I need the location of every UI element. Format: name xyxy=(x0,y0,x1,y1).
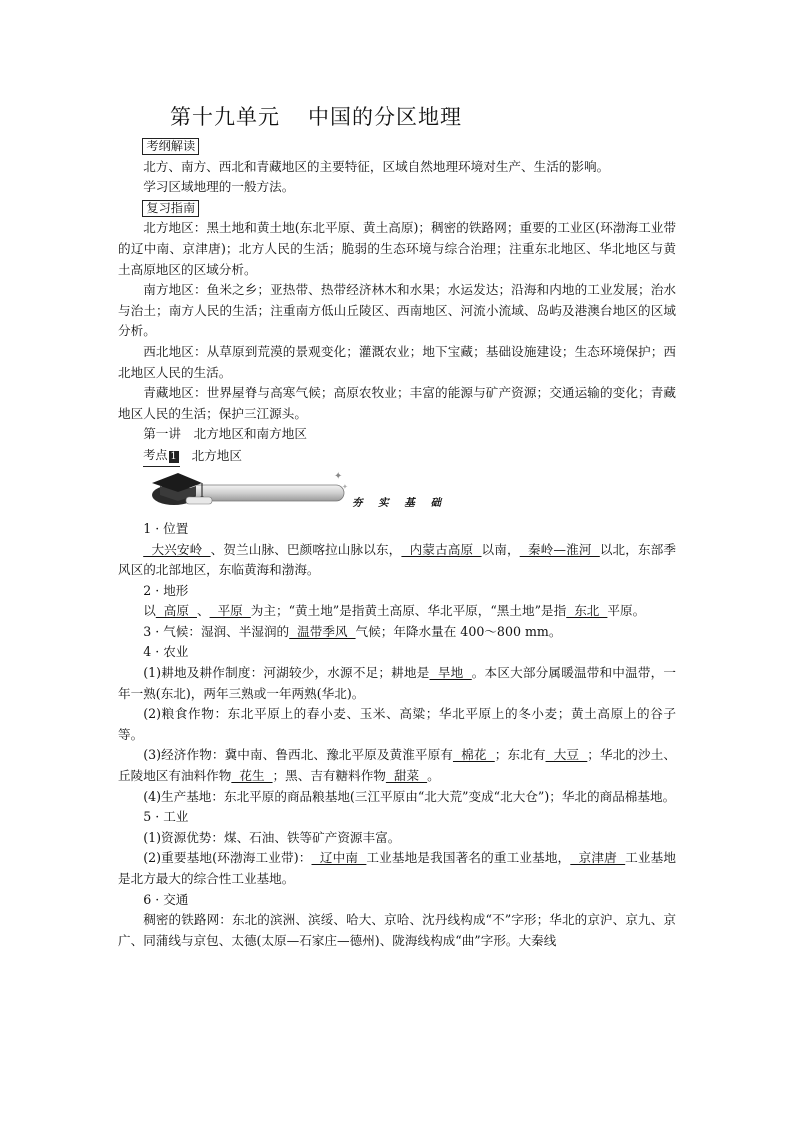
s5-p2: (2)重要基地(环渤海工业带)： 辽中南 工业基地是我国著名的重工业基地， 京津唐 工业基地是北方最大的综合性工业基地。 xyxy=(118,850,677,886)
blank-answer: 东北 xyxy=(566,603,608,619)
s2-heading: 2 · 地形 xyxy=(143,582,189,598)
exam-line-2: 学习区域地理的一般方法。 xyxy=(143,179,295,195)
kaodian-label: 考点 1 xyxy=(143,445,179,467)
blank-answer: 高原 xyxy=(155,603,197,619)
svg-text:✦: ✦ xyxy=(334,470,343,482)
kaodian-heading xyxy=(143,445,676,467)
blank-answer: 平原 xyxy=(209,603,251,619)
review-tibet: 青藏地区：世界屋脊与高寒气候；高原农牧业；丰富的能源与矿产资源；交通运输的变化；青藏地区人民的生活；保护三江源头。 xyxy=(118,385,676,421)
kaodian-title: 北方地区 xyxy=(191,447,242,463)
blank-answer: 温带季风 xyxy=(289,623,356,639)
s5-heading: 5 · 工业 xyxy=(143,809,189,825)
unit-title: 第十九单元 xyxy=(170,105,280,129)
blank-answer: 秦岭—淮河 xyxy=(519,541,600,557)
s5-p1: (1)资源优势：煤、石油、铁等矿产资源丰富。 xyxy=(143,829,401,845)
s4-heading: 4 · 农业 xyxy=(143,644,189,660)
blank-answer: 大兴安岭 xyxy=(143,541,211,557)
banner-text: 夯 实 基 础 xyxy=(352,496,447,509)
blank-answer: 辽中南 xyxy=(311,850,367,866)
s6-heading: 6 · 交通 xyxy=(143,891,189,907)
blank-answer: 旱地 xyxy=(429,665,472,681)
review-northwest: 西北地区：从草原到荒漠的景观变化；灌溉农业；地下宝藏；基础设施建设；生态环境保护；西北地区人民的生活。 xyxy=(118,343,676,380)
s4-p1: (1)耕地及耕作制度：河湖较少，水源不足；耕地是 旱地 。本区大部分属暖温带和中温带，一年一熟(东北)，两年三熟或一年两熟(华北)。 xyxy=(118,665,677,701)
blank-answer: 内蒙古高原 xyxy=(401,541,482,557)
s4-p4: (4)生产基地：东北平原的商品粮基地(三江平原由“北大荒”变成“北大仓”)；华北的商品棉基地。 xyxy=(143,788,676,804)
review-south: 南方地区：鱼米之乡；亚热带、热带经济林木和水果；水运发达；沿海和内地的工业发展；治水与治土；南方人民的生活；注重南方低山丘陵区、西南地区、河流小流域、岛屿及港澳台地区的区域分析。 xyxy=(118,282,676,339)
s4-p2: (2)粮食作物：东北平原上的春小麦、玉米、高粱；华北平原上的冬小麦；黄土高原上的谷子等。 xyxy=(118,706,676,742)
unit-name: 中国的分区地理 xyxy=(308,105,462,129)
blank-answer: 花生 xyxy=(231,768,273,784)
page-title xyxy=(118,100,676,134)
exam-label: 考纲解读 xyxy=(142,138,199,155)
blank-answer: 棉花 xyxy=(452,747,495,763)
review-label: 复习指南 xyxy=(142,200,199,217)
graduation-cap-icon xyxy=(144,469,354,513)
s1-body: 大兴安岭 、贺兰山脉、巴颜喀拉山脉以东， 内蒙古高原 以南， 秦岭—淮河 以北，东部季风区的北部地区，东临黄海和渤海。 xyxy=(118,541,677,578)
section-banner xyxy=(118,469,676,513)
blank-answer: 大豆 xyxy=(545,747,588,763)
s1-heading: 1 · 位置 xyxy=(143,520,189,536)
s4-p3: (3)经济作物：冀中南、鲁西北、豫北平原及黄淮平原有 棉花 ；东北有 大豆 ；华北的沙土、丘陵地区有油料作物 花生 ；黑、吉有糖料作物 甜菜 。 xyxy=(118,747,677,784)
s6-p1: 稠密的铁路网：东北的滨洲、滨绥、哈大、京哈、沈丹线构成“不”字形；华北的京沪、京九、京广、同蒲线与京包、太德(太原—石家庄—德州)、陇海线构成“曲”字形。大秦线 xyxy=(118,912,676,948)
s3-body: 3 · 气候：湿润、半湿润的 温带季风 气候；年降水量在 400～800 mm。 xyxy=(143,623,562,639)
blank-answer: 甜菜 xyxy=(385,768,428,784)
document-page xyxy=(118,100,676,951)
blank-answer: 京津唐 xyxy=(570,850,626,866)
svg-text:✦: ✦ xyxy=(342,482,348,491)
s2-body: 以 高原 、 平原 为主；“黄土地”是指黄土高原、华北平原，“黑土地”是指 东北 平原。 xyxy=(143,603,646,619)
lecture-heading: 第一讲 北方地区和南方地区 xyxy=(143,426,307,442)
exam-line-1: 北方、南方、西北和青藏地区的主要特征，区域自然地理环境对生产、生活的影响。 xyxy=(143,158,610,174)
review-north: 北方地区：黑土地和黄土地(东北平原、黄土高原)；稠密的铁路网；重要的工业区(环渤海工业带的辽中南、京津唐)；北方人民的生活；脆弱的生态环境与综合治理；注重东北地区、华北地区与黄土高原地区的区域分析。 xyxy=(118,220,676,277)
kaodian-number: 1 xyxy=(170,451,177,463)
